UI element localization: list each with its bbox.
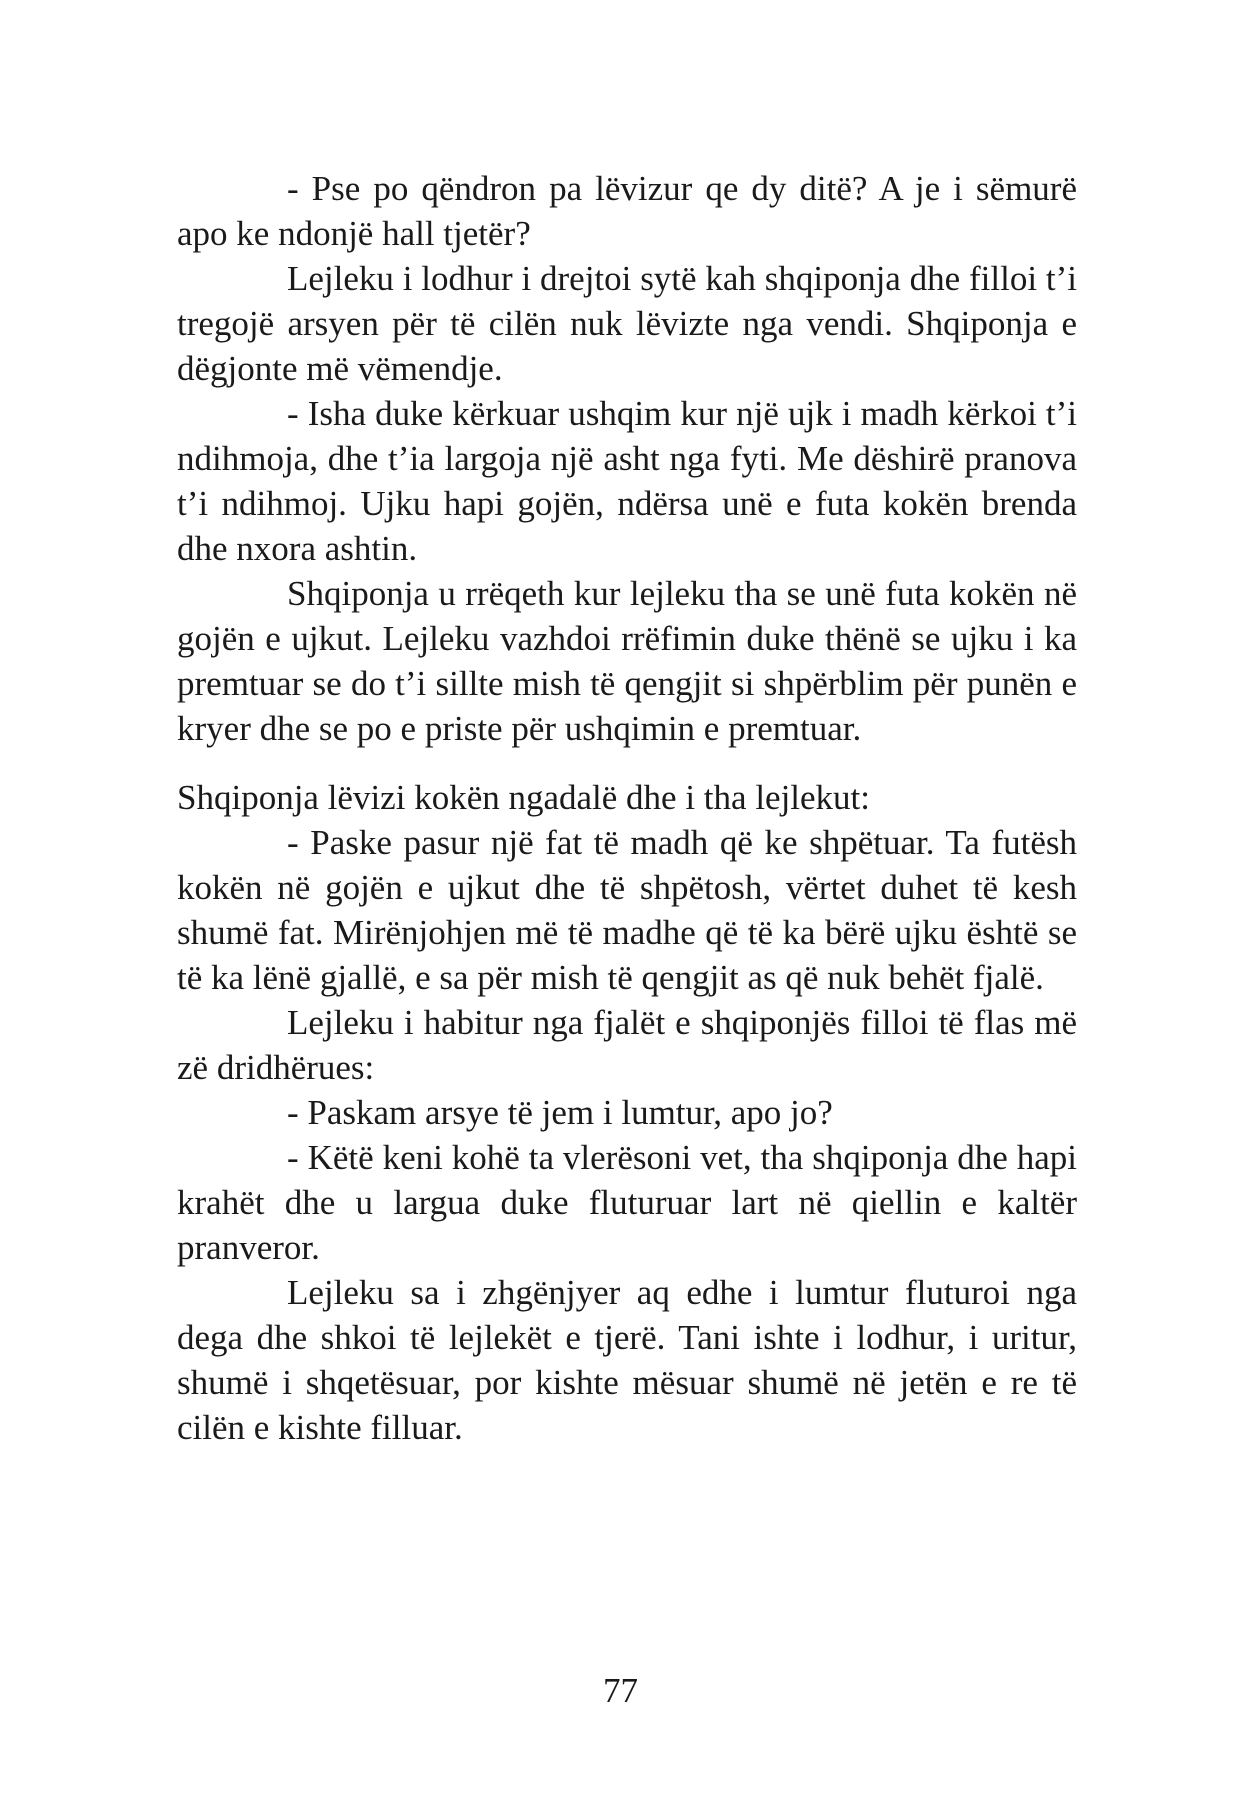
paragraph-stork-question: - Paskam arsye të jem i lumtur, apo jo? — [287, 1093, 833, 1132]
paragraph-eagle-leaves: - Këtë keni kohë ta vlerësoni vet, tha shqiponja dhe hapi krahët dhe u largua duke fluturuar lart në qiellin e kaltër pranveror. — [177, 1138, 1077, 1267]
paragraph-stork-story: - Isha duke kërkuar ushqim kur një ujk i madh kërkoi t’i ndihmoja, dhe t’ia largoja një asht nga fyti. Me dëshirë pranova t’i ndihmoj. Ujku hapi gojën, ndërsa unë e futa kokën brenda dhe nxora ashtin. — [177, 394, 1077, 568]
paragraph-dialogue-question: - Pse po qëndron pa lëvizur qe dy ditë? A je i sëmurë apo ke ndonjë hall tjetër? — [177, 169, 1077, 253]
paragraph-conclusion: Lejleku sa i zhgënjyer aq edhe i lumtur fluturoi nga dega dhe shkoi të lejlekët e tjerë. Tani ishte i lodhur, i uritur, shumë i shqetësuar, por kishte mësuar shumë në jetën e re të cilën e kishte filluar. — [177, 1273, 1077, 1447]
paragraph-eagle-reply: - Paske pasur një fat të madh që ke shpëtuar. Ta futësh kokën në gojën e ujkut dhe të shpëtosh, vërtet duhet të kesh shumë fat. Mirënjohjen më të madhe që të ka bërë ujku është se të ka lënë gjallë, e sa për mish të qengjit as që nuk behët fjalë. — [177, 823, 1077, 997]
body-text — [177, 166, 1077, 1450]
page-number: 77 — [603, 1671, 638, 1710]
paragraph-eagle-shudders: Shqiponja u rrëqeth kur lejleku tha se unë futa kokën në gojën e ujkut. Lejleku vazhdoi rrëfimin duke thënë se ujku i ka premtuar se do t’i sillte mish të qengjit si shpërblim për punën e kryer dhe se po e priste për ushqimin e premtuar. — [177, 574, 1077, 748]
paragraph-stork-surprised: Lejleku i habitur nga fjalët e shqiponjës filloi të flas më zë dridhërues: — [177, 1003, 1077, 1087]
paragraph-eagle-speaks: Shqiponja lëvizi kokën ngadalë dhe i tha lejlekut: — [177, 778, 871, 817]
paragraph-stork-explains: Lejleku i lodhur i drejtoi sytë kah shqiponja dhe filloi t’i tregojë arsyen për të cilën nuk lëvizte nga vendi. Shqiponja e dëgjonte më vëmendje. — [177, 259, 1077, 388]
